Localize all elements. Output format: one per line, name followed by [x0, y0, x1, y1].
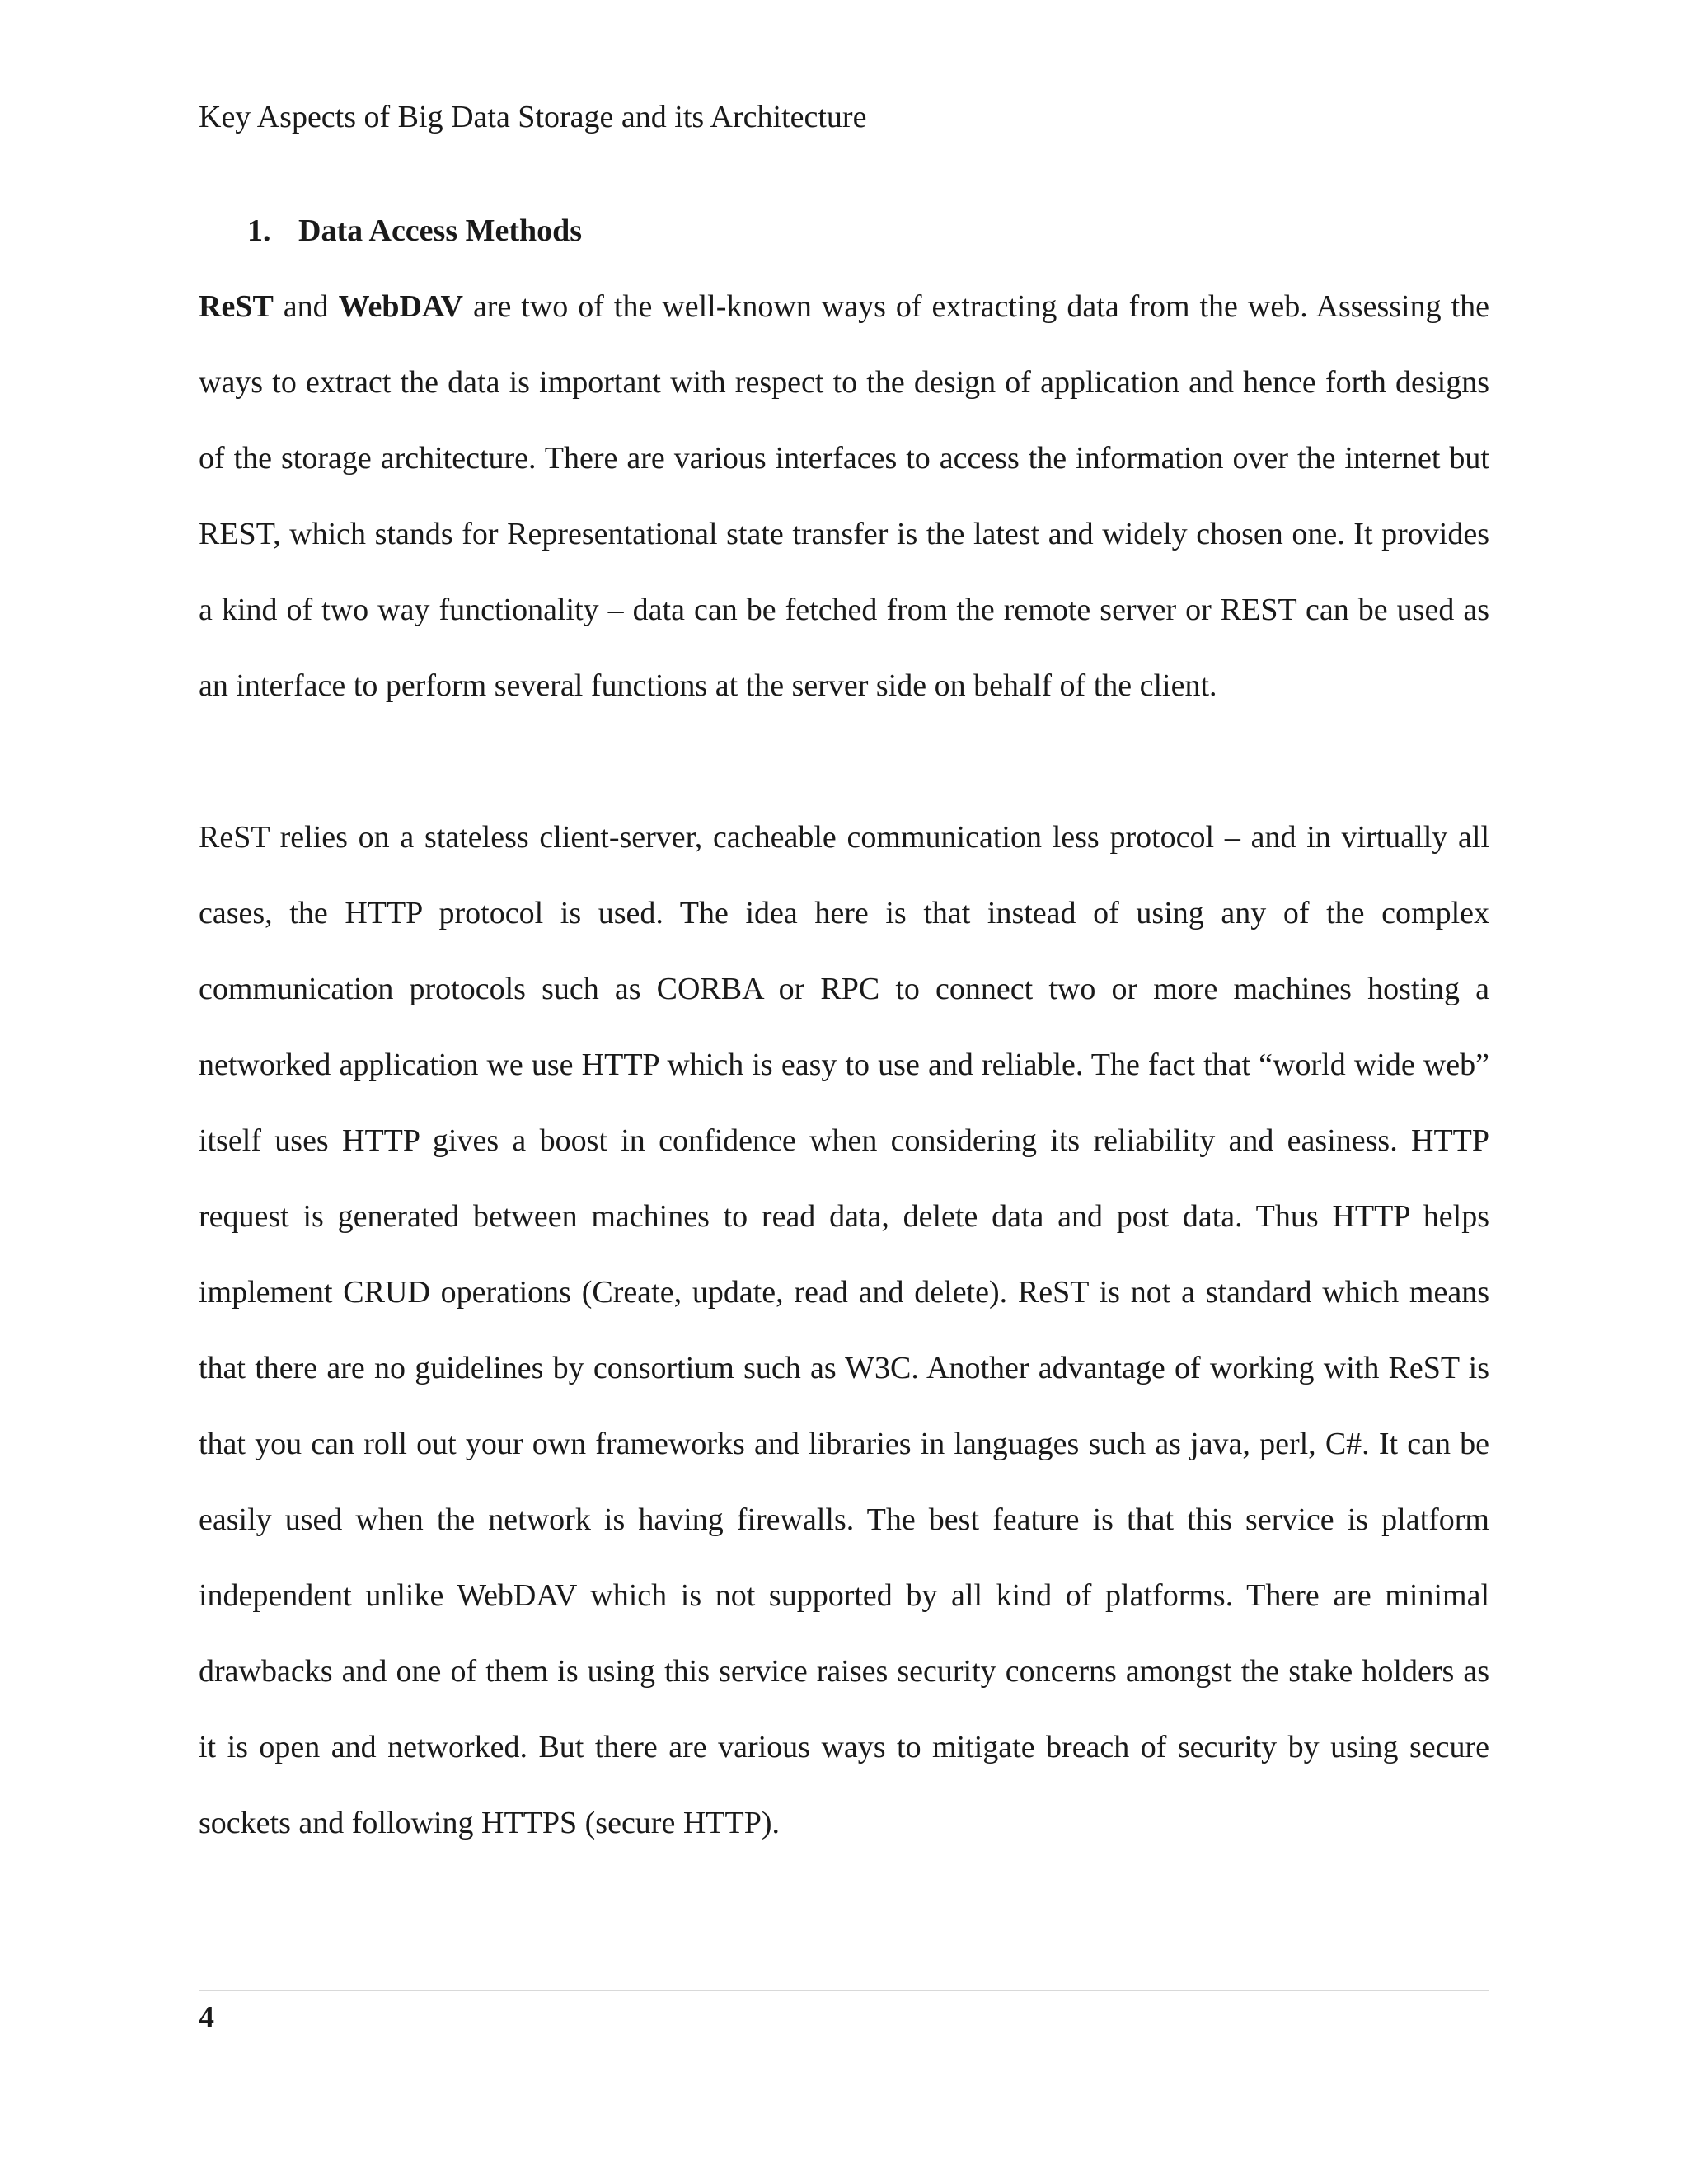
paragraph-rest-protocol: ReST relies on a stateless client-server, cacheable communication less protocol – and in virtually all cases, the HTTP protocol is used. The idea here is that instead of using any of the complex communication protocols such as CORBA or RPC to connect two or more machines hosting a networked application we use HTTP which is easy to use and reliable. The fact that “world wide web” itself uses HTTP gives a boost in confidence when considering its reliability and easiness. HTTP request is generated between machines to read data, delete data and post data. Thus HTTP helps implement CRUD operations (Create, update, read and delete). ReST is not a standard which means that there are no guidelines by consortium such as W3C. Another advantage of working with ReST is that you can roll out your own frameworks and libraries in languages such as java, perl, C#. It can be easily used when the network is having firewalls. The best feature is that this service is platform independent unlike WebDAV which is not supported by all kind of platforms. There are minimal drawbacks and one of them is using this service raises security concerns amongst the stake holders as it is open and networked. But there are various ways to mitigate breach of security by using secure sockets and following HTTPS (secure HTTP). [199, 820, 1489, 1840]
footer-divider [199, 1990, 1489, 1991]
term-webdav: WebDAV [338, 289, 463, 324]
section-title: Data Access Methods [298, 213, 583, 248]
paragraph-1-text: are two of the well-known ways of extracting data from the web. Assessing the ways to extract the data is important with respect to the design of application and hence forth designs of the storage architecture. There are various interfaces to access the information over the internet but REST, which stands for Representational state transfer is the latest and widely chosen one. It provides a kind of two way functionality – data can be fetched from the remote server or REST can be used as an interface to perform several functions at the server side on behalf of the client. [199, 289, 1489, 703]
running-header: Key Aspects of Big Data Storage and its Architecture [199, 100, 867, 134]
section-heading [247, 211, 582, 251]
paragraph-rest-webdav [199, 269, 1489, 724]
connector-text: and [273, 289, 339, 324]
term-rest: ReST [199, 289, 274, 324]
section-number: 1. [247, 213, 271, 248]
page-number: 4 [199, 2000, 214, 2035]
